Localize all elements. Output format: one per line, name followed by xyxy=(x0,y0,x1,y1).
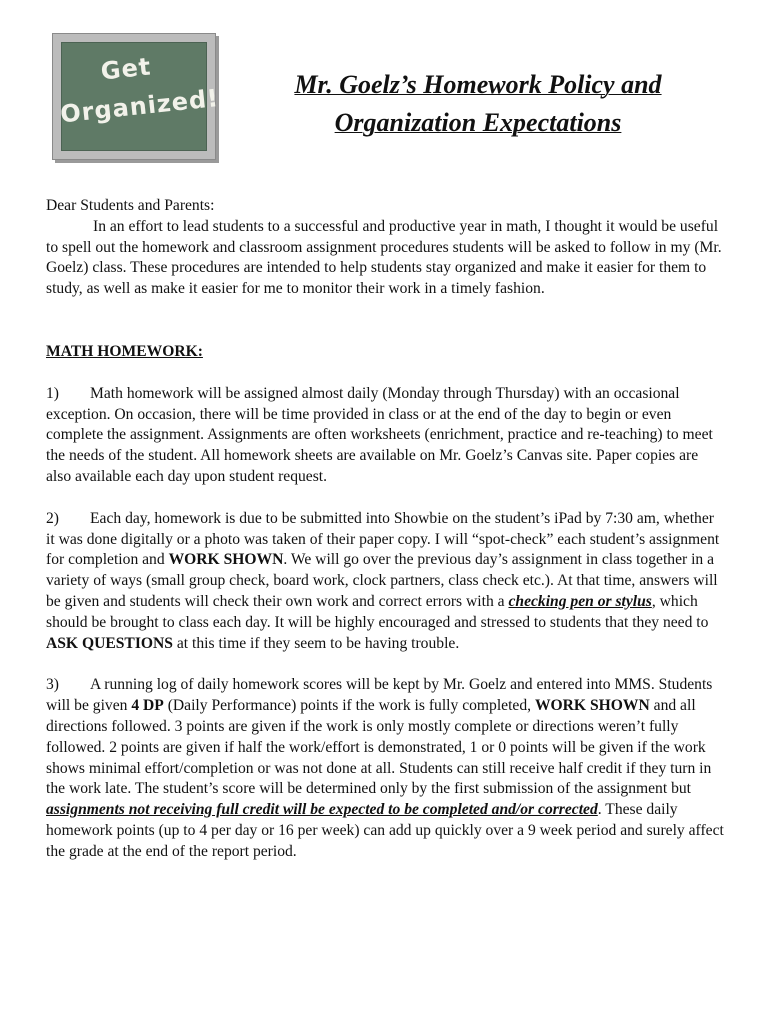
item-number: 2) xyxy=(46,509,59,527)
logo-line-1: Get xyxy=(99,52,153,86)
homework-item-3: 3) A running log of daily homework scores will be kept by Mr. Goelz and entered into MMS. Students will be given 4 DP (Daily Performance) points if the work is fully completed, WORK SHOWN and all directions followed. 3 points are given if the work is only mostly complete or directions weren’t fully followed. 2 points are given if half the work/effort is demonstrated, 1 or 0 points will be given if the work shows minimal effort/completion or was not done at all. Students can still receive half credit if they turn in the work late. The student’s score will be determined only by the first submission of the assignment but assignments not receiving full credit will be expected to be completed and/or corrected. These daily homework points (up to 4 per day or 16 per week) can add up quickly over a 9 week period and surely affect the grade at the end of the report period. xyxy=(46,676,724,860)
bold-text: WORK SHOWN xyxy=(534,697,650,715)
chalkboard xyxy=(58,42,221,151)
homework-item-2: 2) Each day, homework is due to be submitted into Showbie on the student’s iPad by 7:30 am, whether it was done digitally or a photo was taken of their paper copy. I will “spot-check” each student’s assignment for completion and WORK SHOWN. We will go over the previous day’s assignment in class together in a variety of ways (small group check, board work, clock partners, class check etc.). At that time, answers will be given and students will check their own work and correct errors with a checking pen or stylus, which should be brought to class each day. It will be highly encouraged and stressed to students that they need to ASK QUESTIONS at this time if they seem to be having trouble. xyxy=(46,509,720,652)
section-heading: MATH HOMEWORK: xyxy=(46,342,203,360)
get-organized-logo xyxy=(52,33,221,160)
intro-paragraph: In an effort to lead students to a successful and productive year in math, I thought it would be useful to spell out the homework and classroom assignment procedures students will be asked to follow in my (Mr. Goelz) class. These procedures are intended to help students stay organized and make it easier for them to study, as well as make it easier for me to monitor their work in a timely fashion. xyxy=(46,217,722,298)
page-title xyxy=(228,66,728,142)
greeting: Dear Students and Parents: xyxy=(46,197,215,214)
emphasized-text: assignments not receiving full credit will be expected to be completed and/or corrected xyxy=(46,801,598,819)
item-number: 1) xyxy=(46,384,59,402)
item-number: 3) xyxy=(46,676,59,694)
title-line-1: Mr. Goelz’s Homework Policy and xyxy=(294,70,662,99)
bold-text: ASK QUESTIONS xyxy=(46,634,173,652)
title-line-2: Organization Expectations xyxy=(334,108,622,137)
logo-line-2: Organized! xyxy=(58,83,221,129)
emphasized-text: checking pen or stylus xyxy=(508,592,652,610)
item-text: Math homework will be assigned almost daily (Monday through Thursday) with an occasional exception. On occasion, there will be time provided in class or at the end of the day to begin or even complete the assignment. Assignments are often worksheets (enrichment, practice and re-teaching) to meet the needs of the student. All homework sheets are available on Mr. Goelz’s Canvas site. Paper copies are also available each day upon student request. xyxy=(46,384,713,485)
homework-item-1 xyxy=(46,384,726,488)
bold-text: 4 DP xyxy=(131,697,164,715)
letter-body xyxy=(46,196,726,863)
bold-text: WORK SHOWN xyxy=(168,551,284,569)
